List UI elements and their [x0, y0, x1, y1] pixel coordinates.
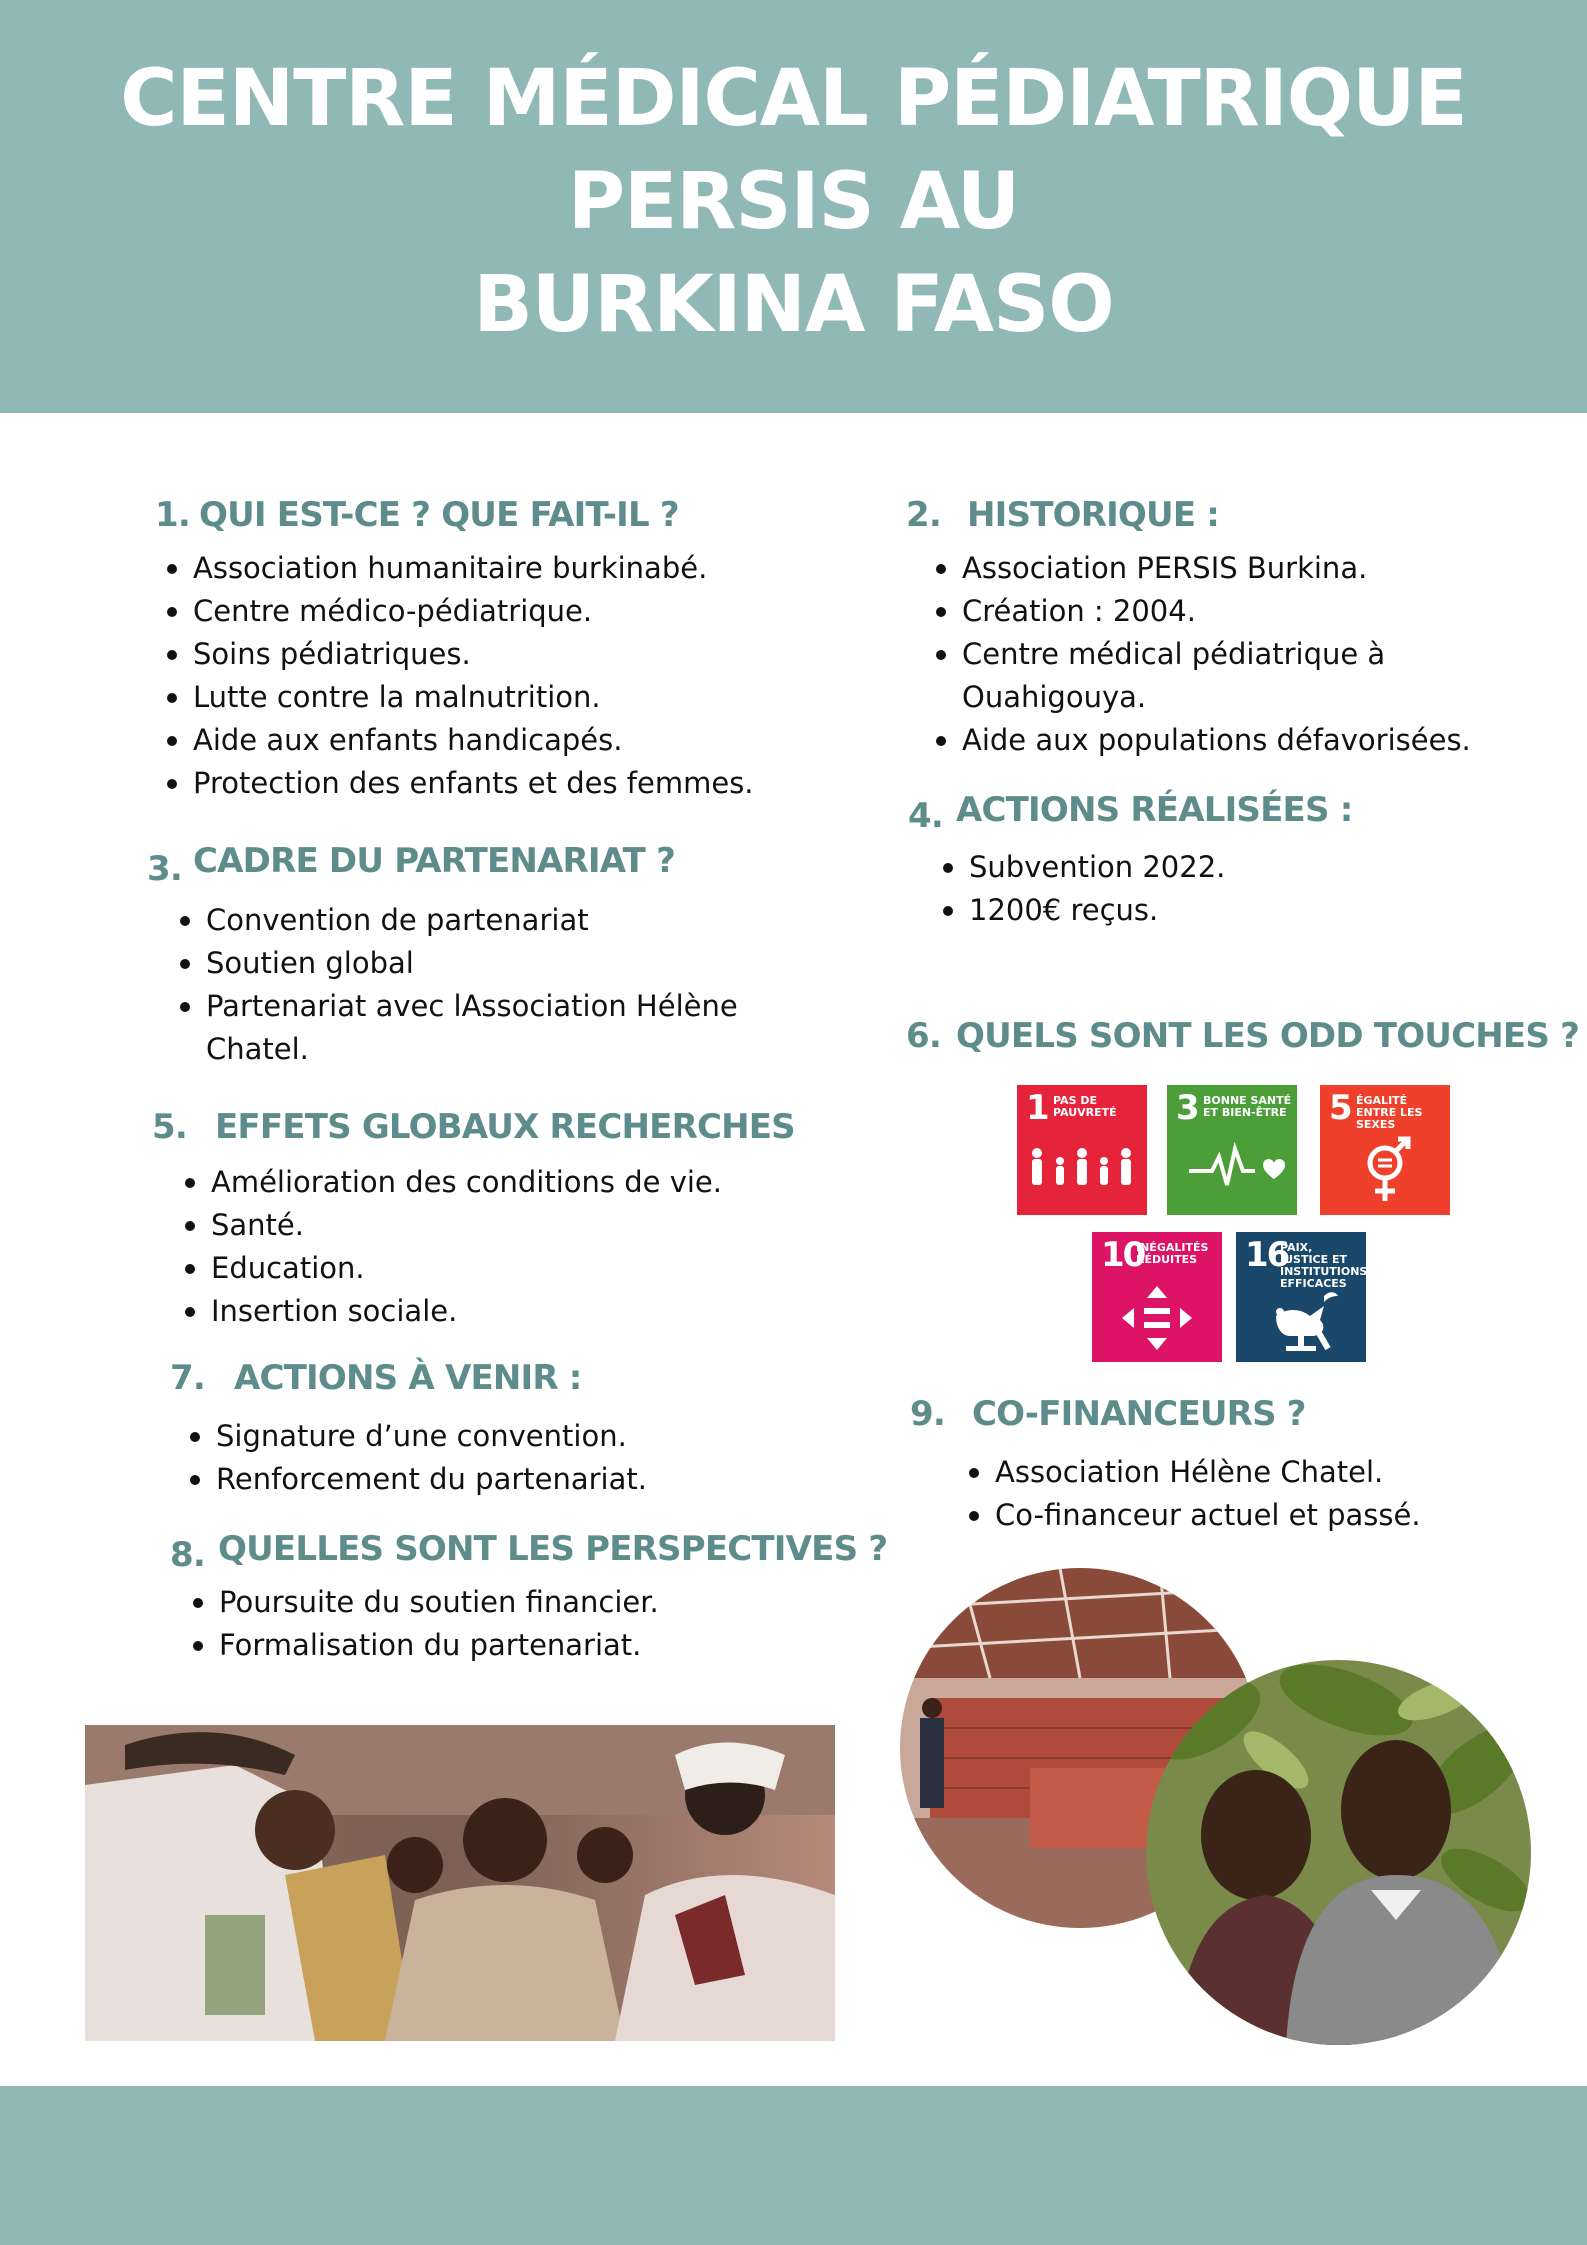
section-actions-done [908, 790, 1548, 932]
page-title [0, 48, 1587, 357]
section-title: ACTIONS À VENIR : [234, 1358, 582, 1398]
section-heading [908, 790, 1548, 838]
header-banner [0, 0, 1587, 413]
section-title: HISTORIQUE : [967, 495, 1220, 535]
list-item: Association humanitaire burkinabé. [165, 547, 815, 590]
sdg-label: PAS DE PAUVRETÉ [1053, 1094, 1117, 1119]
section-perspectives [170, 1529, 888, 1667]
list-item: Formalisation du partenariat. [191, 1624, 850, 1667]
section-title: QUI EST-CE ? QUE FAIT-IL ? [199, 495, 679, 535]
list-item: Subvention 2022. [941, 846, 1548, 889]
list-item: Lutte contre la malnutrition. [165, 676, 815, 719]
bullet-list [178, 899, 827, 1071]
sdg-number: 1 [1026, 1088, 1048, 1128]
title-line-2: PERSIS AU [567, 157, 1020, 247]
sdg-tile-3 [1167, 1085, 1297, 1215]
list-item: Partenariat avec lAssociation Hélène Chatel. [178, 985, 766, 1071]
sdg-number: 3 [1176, 1088, 1198, 1128]
family-icon [1017, 1131, 1147, 1211]
sdg-label: ÉGALITÉ ENTRE LES SEXES [1356, 1094, 1423, 1131]
section-heading [906, 1014, 1579, 1058]
section-heading [910, 1392, 1550, 1436]
list-item: Centre médico-pédiatrique. [165, 590, 815, 633]
ceremony-photo-illustration [85, 1725, 835, 2041]
list-item: Insertion sociale. [183, 1290, 832, 1333]
sdg-label: INÉGALITÉS RÉDUITES [1136, 1241, 1209, 1266]
reduced-inequalities-icon [1092, 1278, 1222, 1358]
couple-photo-illustration [1146, 1660, 1531, 2045]
section-number: 8. [170, 1535, 205, 1575]
bullet-list [165, 547, 815, 805]
list-item: Centre médical pédiatrique à Ouahigouya. [934, 633, 1392, 719]
list-item: Protection des enfants et des femmes. [165, 762, 815, 805]
gender-equality-icon [1320, 1131, 1450, 1211]
section-title: QUELLES SONT LES PERSPECTIVES ? [218, 1529, 888, 1569]
section-number: 3. [147, 849, 182, 889]
list-item: Amélioration des conditions de vie. [183, 1161, 832, 1204]
sdg-label: BONNE SANTÉ ET BIEN-ÊTRE [1203, 1094, 1292, 1119]
sdg-tile-10 [1092, 1232, 1222, 1362]
section-heading [170, 1529, 888, 1577]
section-effects [152, 1105, 832, 1333]
footer-banner [0, 2086, 1587, 2245]
title-line-1: CENTRE MÉDICAL PÉDIATRIQUE [120, 54, 1467, 144]
list-item: Soutien global [178, 942, 827, 985]
couple-photo [1146, 1660, 1531, 2045]
sdg-number: 16 [1245, 1235, 1289, 1275]
heartbeat-icon [1167, 1131, 1297, 1211]
list-item: Aide aux populations défavorisées. [934, 719, 1546, 762]
section-heading [906, 493, 1546, 537]
list-item: Soins pédiatriques. [165, 633, 815, 676]
dove-gavel-icon [1236, 1278, 1366, 1358]
section-number: 7. [170, 1358, 205, 1398]
section-heading [155, 493, 815, 537]
section-number: 6. [906, 1016, 941, 1056]
list-item: Aide aux enfants handicapés. [165, 719, 815, 762]
section-cofunders [910, 1392, 1550, 1537]
list-item: Création : 2004. [934, 590, 1546, 633]
section-title: EFFETS GLOBAUX RECHERCHES [215, 1107, 795, 1147]
sdg-tile-16 [1236, 1232, 1366, 1362]
section-title: QUELS SONT LES ODD TOUCHES ? [956, 1016, 1579, 1056]
section-history [906, 493, 1546, 762]
section-partnership [147, 843, 827, 1071]
list-item: Santé. [183, 1204, 832, 1247]
sdg-tile-1 [1017, 1085, 1147, 1215]
bullet-list [191, 1581, 850, 1667]
section-upcoming [170, 1356, 830, 1501]
bullet-list [183, 1161, 832, 1333]
section-title: CADRE DU PARTENARIAT ? [193, 841, 676, 881]
section-who [155, 493, 815, 805]
section-title: ACTIONS RÉALISÉES : [956, 790, 1353, 830]
list-item: Signature d’une convention. [188, 1415, 830, 1458]
section-number: 5. [152, 1107, 187, 1147]
section-number: 4. [908, 796, 943, 836]
section-heading [147, 841, 827, 891]
ceremony-photo [85, 1725, 835, 2041]
list-item: 1200€ reçus. [941, 889, 1548, 932]
list-item: Association PERSIS Burkina. [934, 547, 1546, 590]
bullet-list [941, 846, 1548, 932]
bullet-list [934, 547, 1546, 762]
bullet-list [188, 1415, 830, 1501]
section-number: 2. [906, 495, 941, 535]
sdg-label: PAIX, JUSTICE ET INSTITUTIONS EFFICACES [1280, 1241, 1368, 1290]
title-line-3: BURKINA FASO [473, 260, 1114, 350]
list-item: Association Hélène Chatel. [967, 1451, 1550, 1494]
list-item: Co-financeur actuel et passé. [967, 1494, 1550, 1537]
section-heading [170, 1356, 830, 1400]
sdg-tile-5 [1320, 1085, 1450, 1215]
section-title: CO-FINANCEURS ? [972, 1394, 1306, 1434]
bullet-list [967, 1451, 1550, 1537]
sdg-number: 10 [1101, 1235, 1145, 1275]
section-number: 1. [155, 495, 190, 535]
list-item: Education. [183, 1247, 832, 1290]
section-heading [152, 1105, 832, 1149]
list-item: Renforcement du partenariat. [188, 1458, 830, 1501]
section-number: 9. [910, 1394, 945, 1434]
list-item: Poursuite du soutien financier. [191, 1581, 850, 1624]
section-sdg [906, 1014, 1579, 1058]
list-item: Convention de partenariat [178, 899, 827, 942]
sdg-number: 5 [1329, 1088, 1351, 1128]
